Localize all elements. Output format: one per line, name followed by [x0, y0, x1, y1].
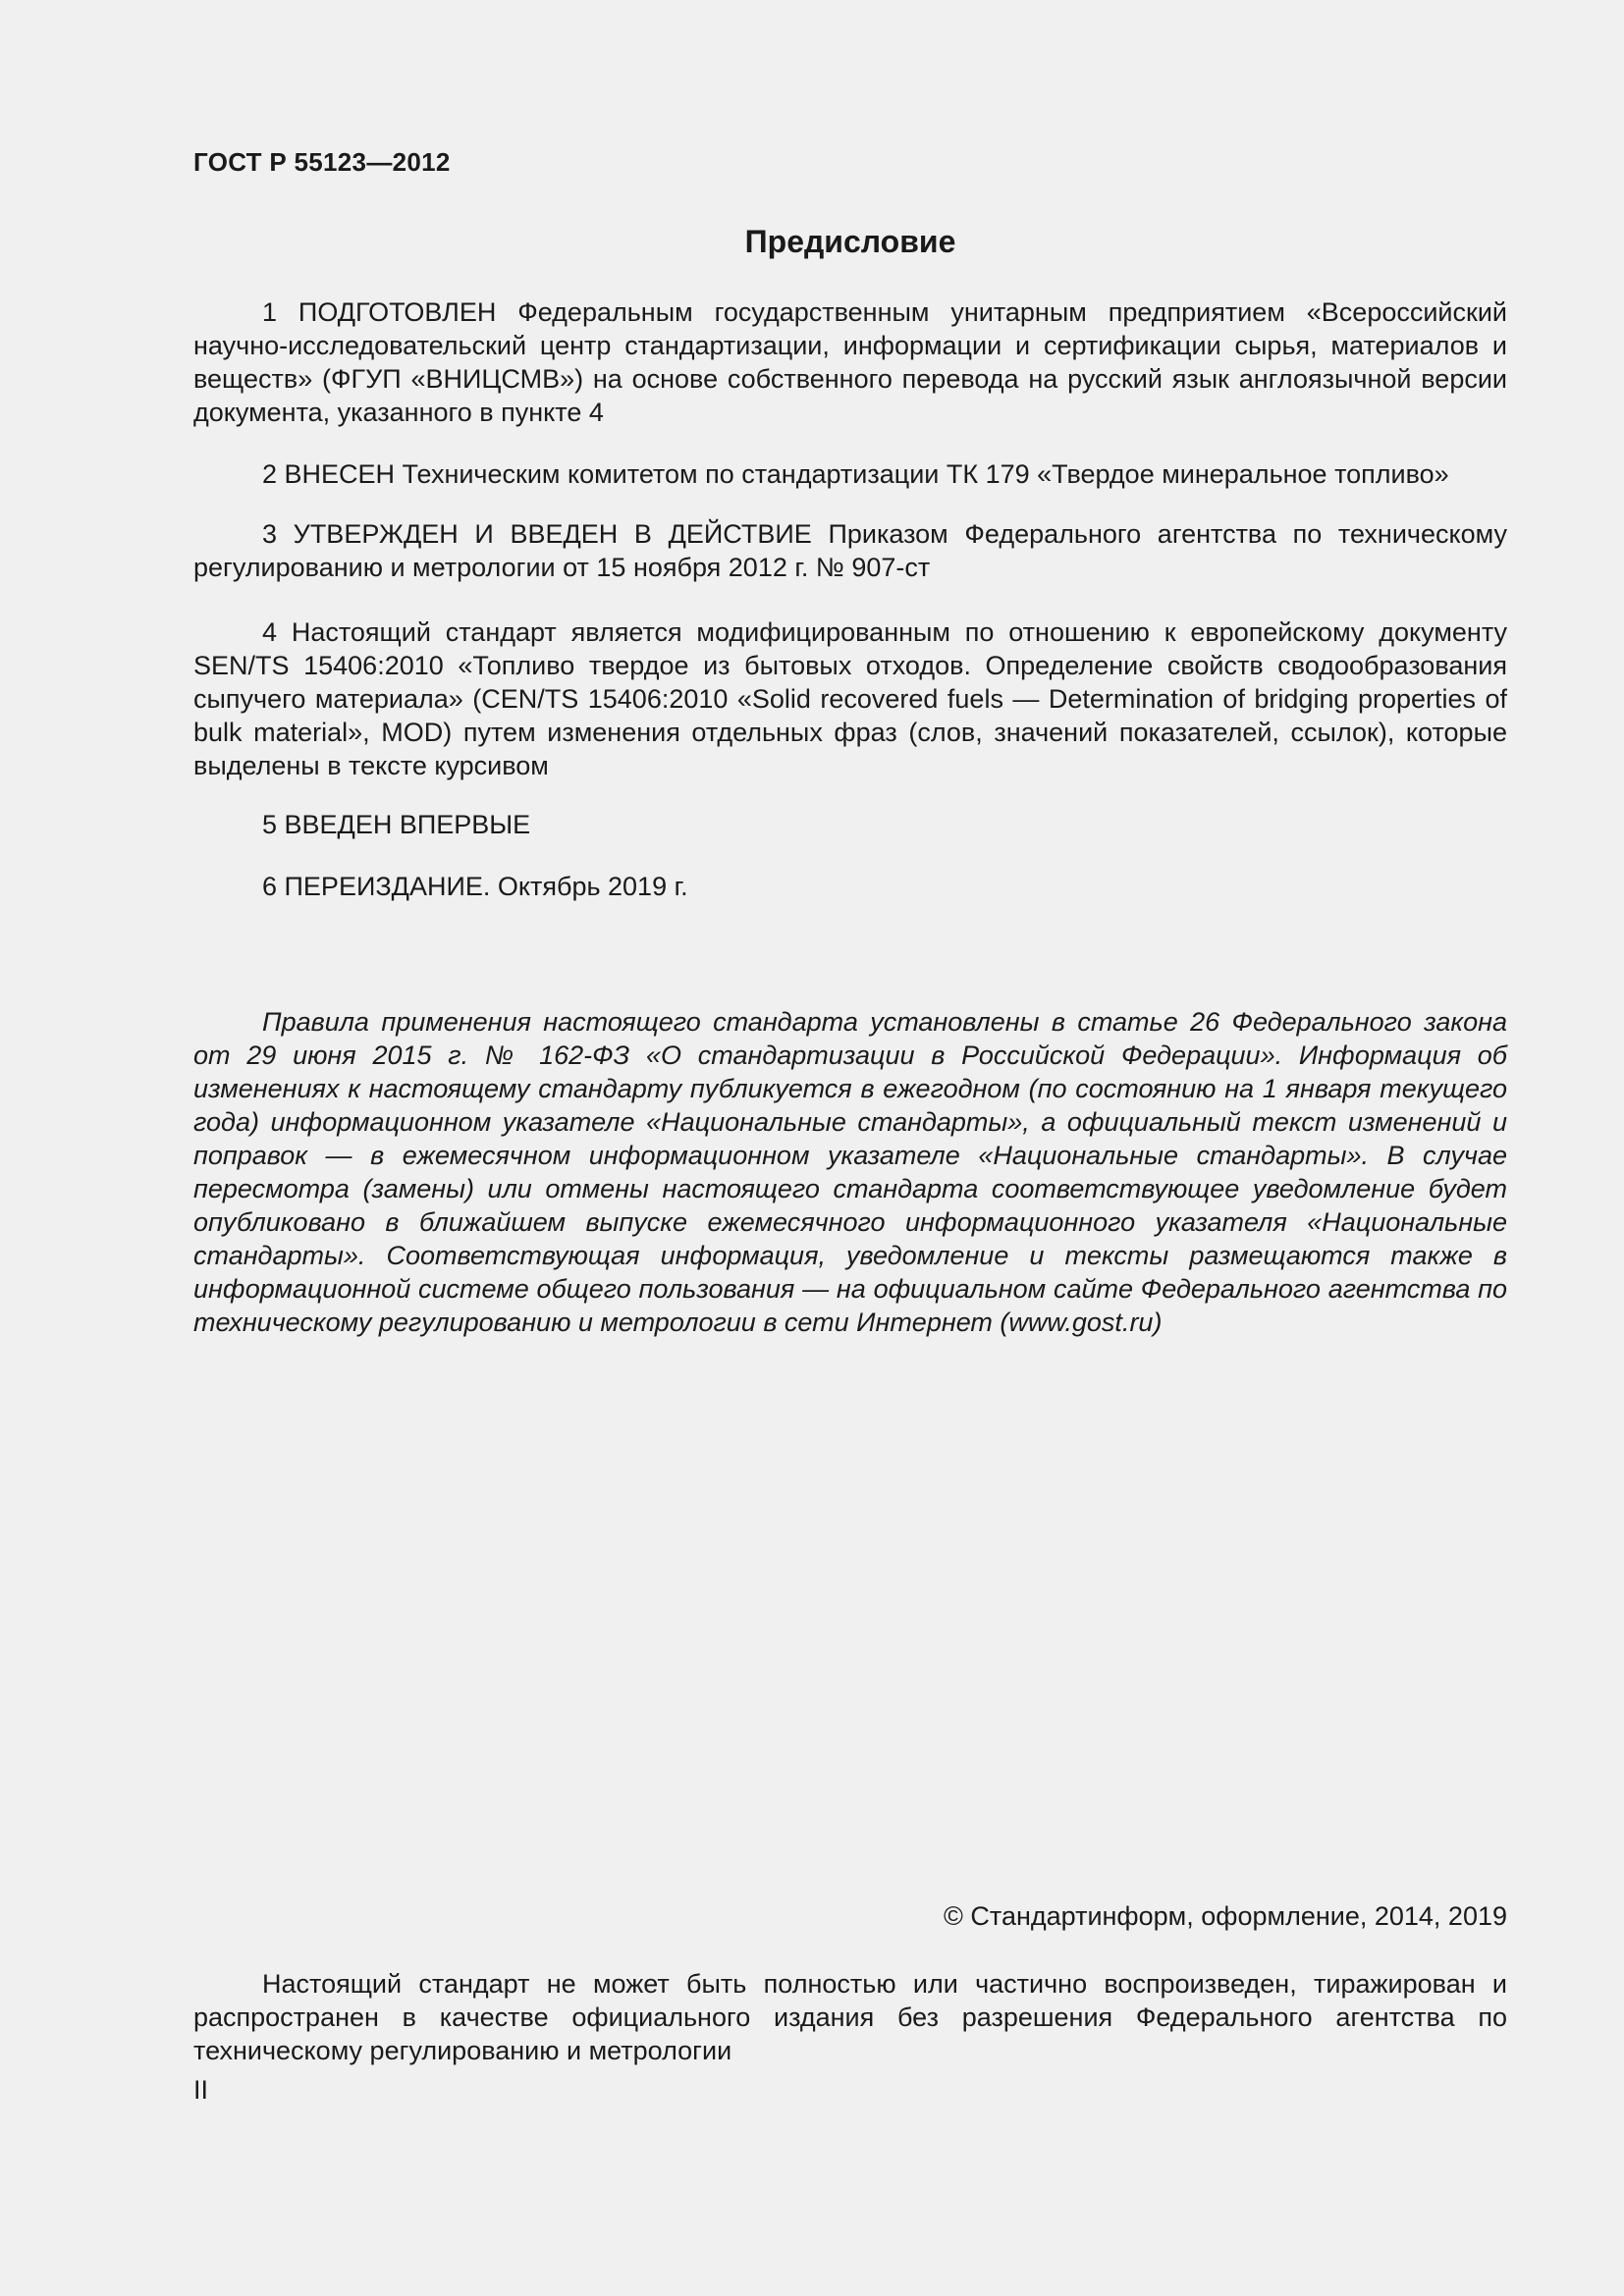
preface-item-3: 3 УТВЕРЖДЕН И ВВЕДЕН В ДЕЙСТВИЕ Приказом Федерального агентства по техническому регулированию и метрологии от 15 ноября 2012 г. № 907-ст [193, 519, 1507, 582]
preface-item-4: 4 Настоящий стандарт является модифицированным по отношению к европейскому документу SEN/TS 15406:2010 «Топливо твердое из бытовых отходов. Определение свойств сводообразования сыпучего материала» (CEN/TS 15406:2010 «Solid recovered fuels — Determination of bridging properties of bulk material», MOD) путем изменения отдельных фраз (слов, значений показателей, ссылок), которые выделены в тексте курсивом [193, 617, 1507, 780]
preface-item-1: 1 ПОДГОТОВЛЕН Федеральным государственным унитарным предприятием «Всероссийский научно-исследовательский центр стандартизации, информации и сертификации сырья, материалов и веществ» (ФГУП «ВНИЦСМВ») на основе собственного перевода на русский язык англоязычной версии документа, указанного в пункте 4 [193, 297, 1507, 427]
application-notice: Правила применения настоящего стандарта установлены в статье 26 Федерального закона от 29 июня 2015 г. № 162-ФЗ «О стандартизации в Российской Федерации». Информация об изменениях к настоящему стандарту публикуется в ежегодном (по состоянию на 1 января текущего года) информационном указателе «Национальные стандарты», а официальный текст изменений и поправок — в ежемесячном информационном указателе «Национальные стандарты». В случае пересмотра (замены) или отмены настоящего стандарта соответствующее уведомление будет опубликовано в ближайшем выпуске ежемесячного информационного указателя «Национальные стандарты». Соответствующая информация, уведомление и тексты размещаются также в информационной системе общего пользования — на официальном сайте Федерального агентства по техническому регулированию и метрологии в сети Интернет (www.gost.ru) [193, 1007, 1507, 1337]
section-title: Предисловие [744, 224, 956, 259]
preface-item-6: 6 ПЕРЕИЗДАНИЕ. Октябрь 2019 г. [262, 872, 688, 901]
copyright-line: © Стандартинформ, оформление, 2014, 2019 [944, 1901, 1507, 1931]
rights-notice: Настоящий стандарт не может быть полностью или частично воспроизведен, тиражирован и распространен в качестве официального издания без разрешения Федерального агентства по техническому регулированию и метрологии [193, 1969, 1507, 2065]
page-number: II [193, 2075, 209, 2105]
preface-item-2: 2 ВНЕСЕН Техническим комитетом по стандартизации ТК 179 «Твердое минеральное топливо» [262, 459, 1449, 489]
preface-item-5: 5 ВВЕДЕН ВПЕРВЫЕ [262, 810, 531, 839]
document-code: ГОСТ Р 55123—2012 [193, 147, 451, 177]
